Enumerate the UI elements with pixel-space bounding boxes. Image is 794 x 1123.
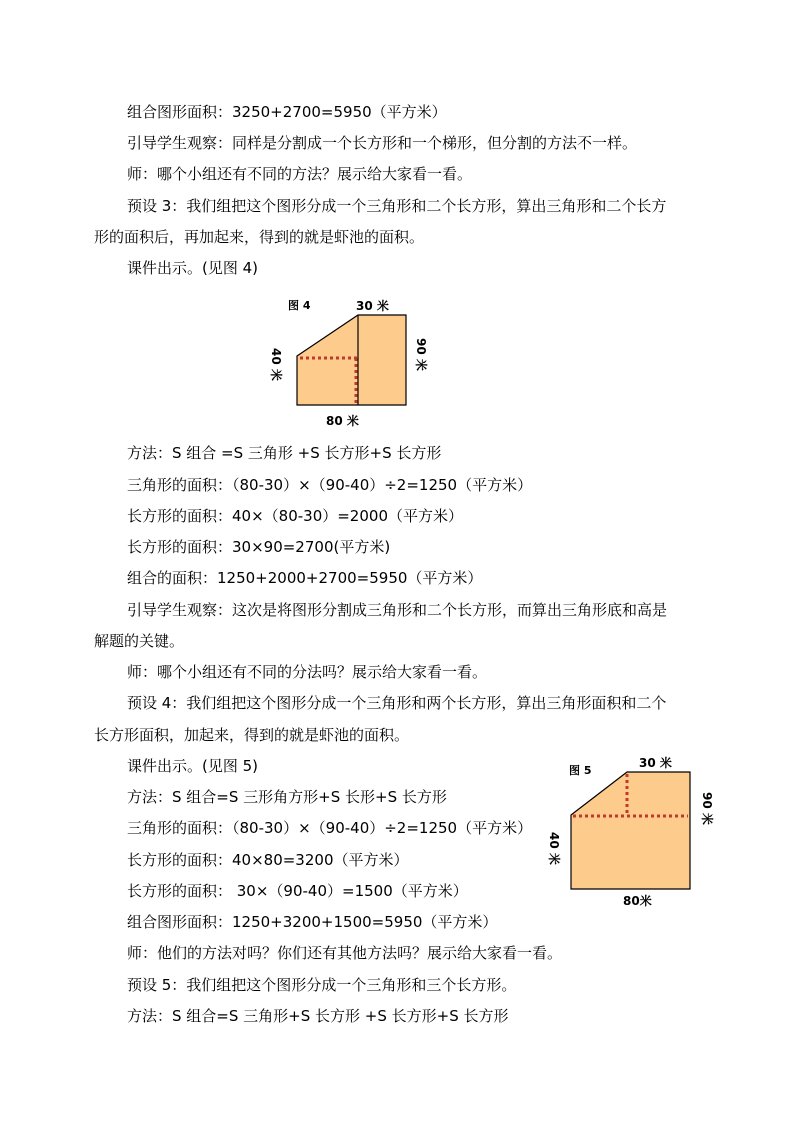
figure-5-label-left: 40 米 [547,832,561,865]
text-line: 课件出示。(见图 4) [127,259,259,277]
text-line: 师：哪个小组还有不同的分法吗？展示给大家看一看。 [127,663,488,681]
text-line: 课件出示。(见图 5) [127,757,259,775]
text-line: 方法：S 组合=S 三角形+S 长方形 +S 长方形+S 长方形 [127,1007,509,1025]
figure-4-label-top: 30 米 [356,299,389,313]
figure-5 [545,752,725,912]
text-line: 方法：S 组合 =S 三角形 +S 长方形+S 长方形 [127,444,442,462]
text-line: 长方形的面积：40×（80-30）=2000（平方米） [127,507,463,525]
text-line: 三角形的面积：（80-30）×（90-40）÷2=1250（平方米） [127,819,533,837]
text-line: 解题的关键。 [94,632,185,650]
figure-4-shape [297,315,406,405]
figure-4-title: 图 4 [288,299,311,312]
figure-5-shape [571,772,690,889]
text-line: 形的面积后，再加起来，得到的就是虾池的面积。 [94,228,425,246]
text-line: 长方形的面积： 30×（90-40）=1500（平方米） [127,882,468,900]
text-line: 预设 5：我们组把这个图形分成一个三角形和三个长方形。 [127,976,517,994]
text-line: 长方形的面积：30×90=2700(平方米) [127,538,391,556]
text-line: 三角形的面积：（80-30）×（90-40）÷2=1250（平方米） [127,476,533,494]
text-line: 组合的面积：1250+2000+2700=5950（平方米） [127,569,483,587]
figure-4-label-right: 90 米 [414,338,428,371]
figure-5-title: 图 5 [569,764,592,777]
figure-5-label-bottom: 80米 [623,894,652,908]
text-line: 组合图形面积：1250+3200+1500=5950（平方米） [127,913,498,931]
text-line: 引导学生观察：这次是将图形分割成三角形和二个长方形，而算出三角形底和高是 [127,601,668,619]
text-line: 师：哪个小组还有不同的方法？展示给大家看一看。 [127,165,473,183]
figure-5-label-top: 30 米 [639,756,672,770]
text-line: 方法：S 组合=S 三形角方形+S 长形+S 长方形 [127,788,447,806]
text-line: 引导学生观察：同样是分割成一个长方形和一个梯形，但分割的方法不一样。 [127,134,638,152]
text-line: 预设 4：我们组把这个图形分成一个三角形和两个长方形，算出三角形面积和二个 [127,694,667,712]
figure-5-label-right: 90 米 [700,792,714,825]
text-line: 师：他们的方法对吗？你们还有其他方法吗？展示给大家看一看。 [127,944,563,962]
text-line: 长方形的面积：40×80=3200（平方米） [127,851,409,869]
text-line: 预设 3：我们组把这个图形分成一个三角形和二个长方形，算出三角形和二个长方 [127,197,667,215]
text-line: 长方形面积，加起来，得到的就是虾池的面积。 [94,726,410,744]
text-line: 组合图形面积：3250+2700=5950（平方米） [127,103,447,121]
figure-4-label-bottom: 80 米 [326,414,359,428]
figure-4-label-left: 40 米 [269,348,283,381]
figure-4 [260,292,450,432]
